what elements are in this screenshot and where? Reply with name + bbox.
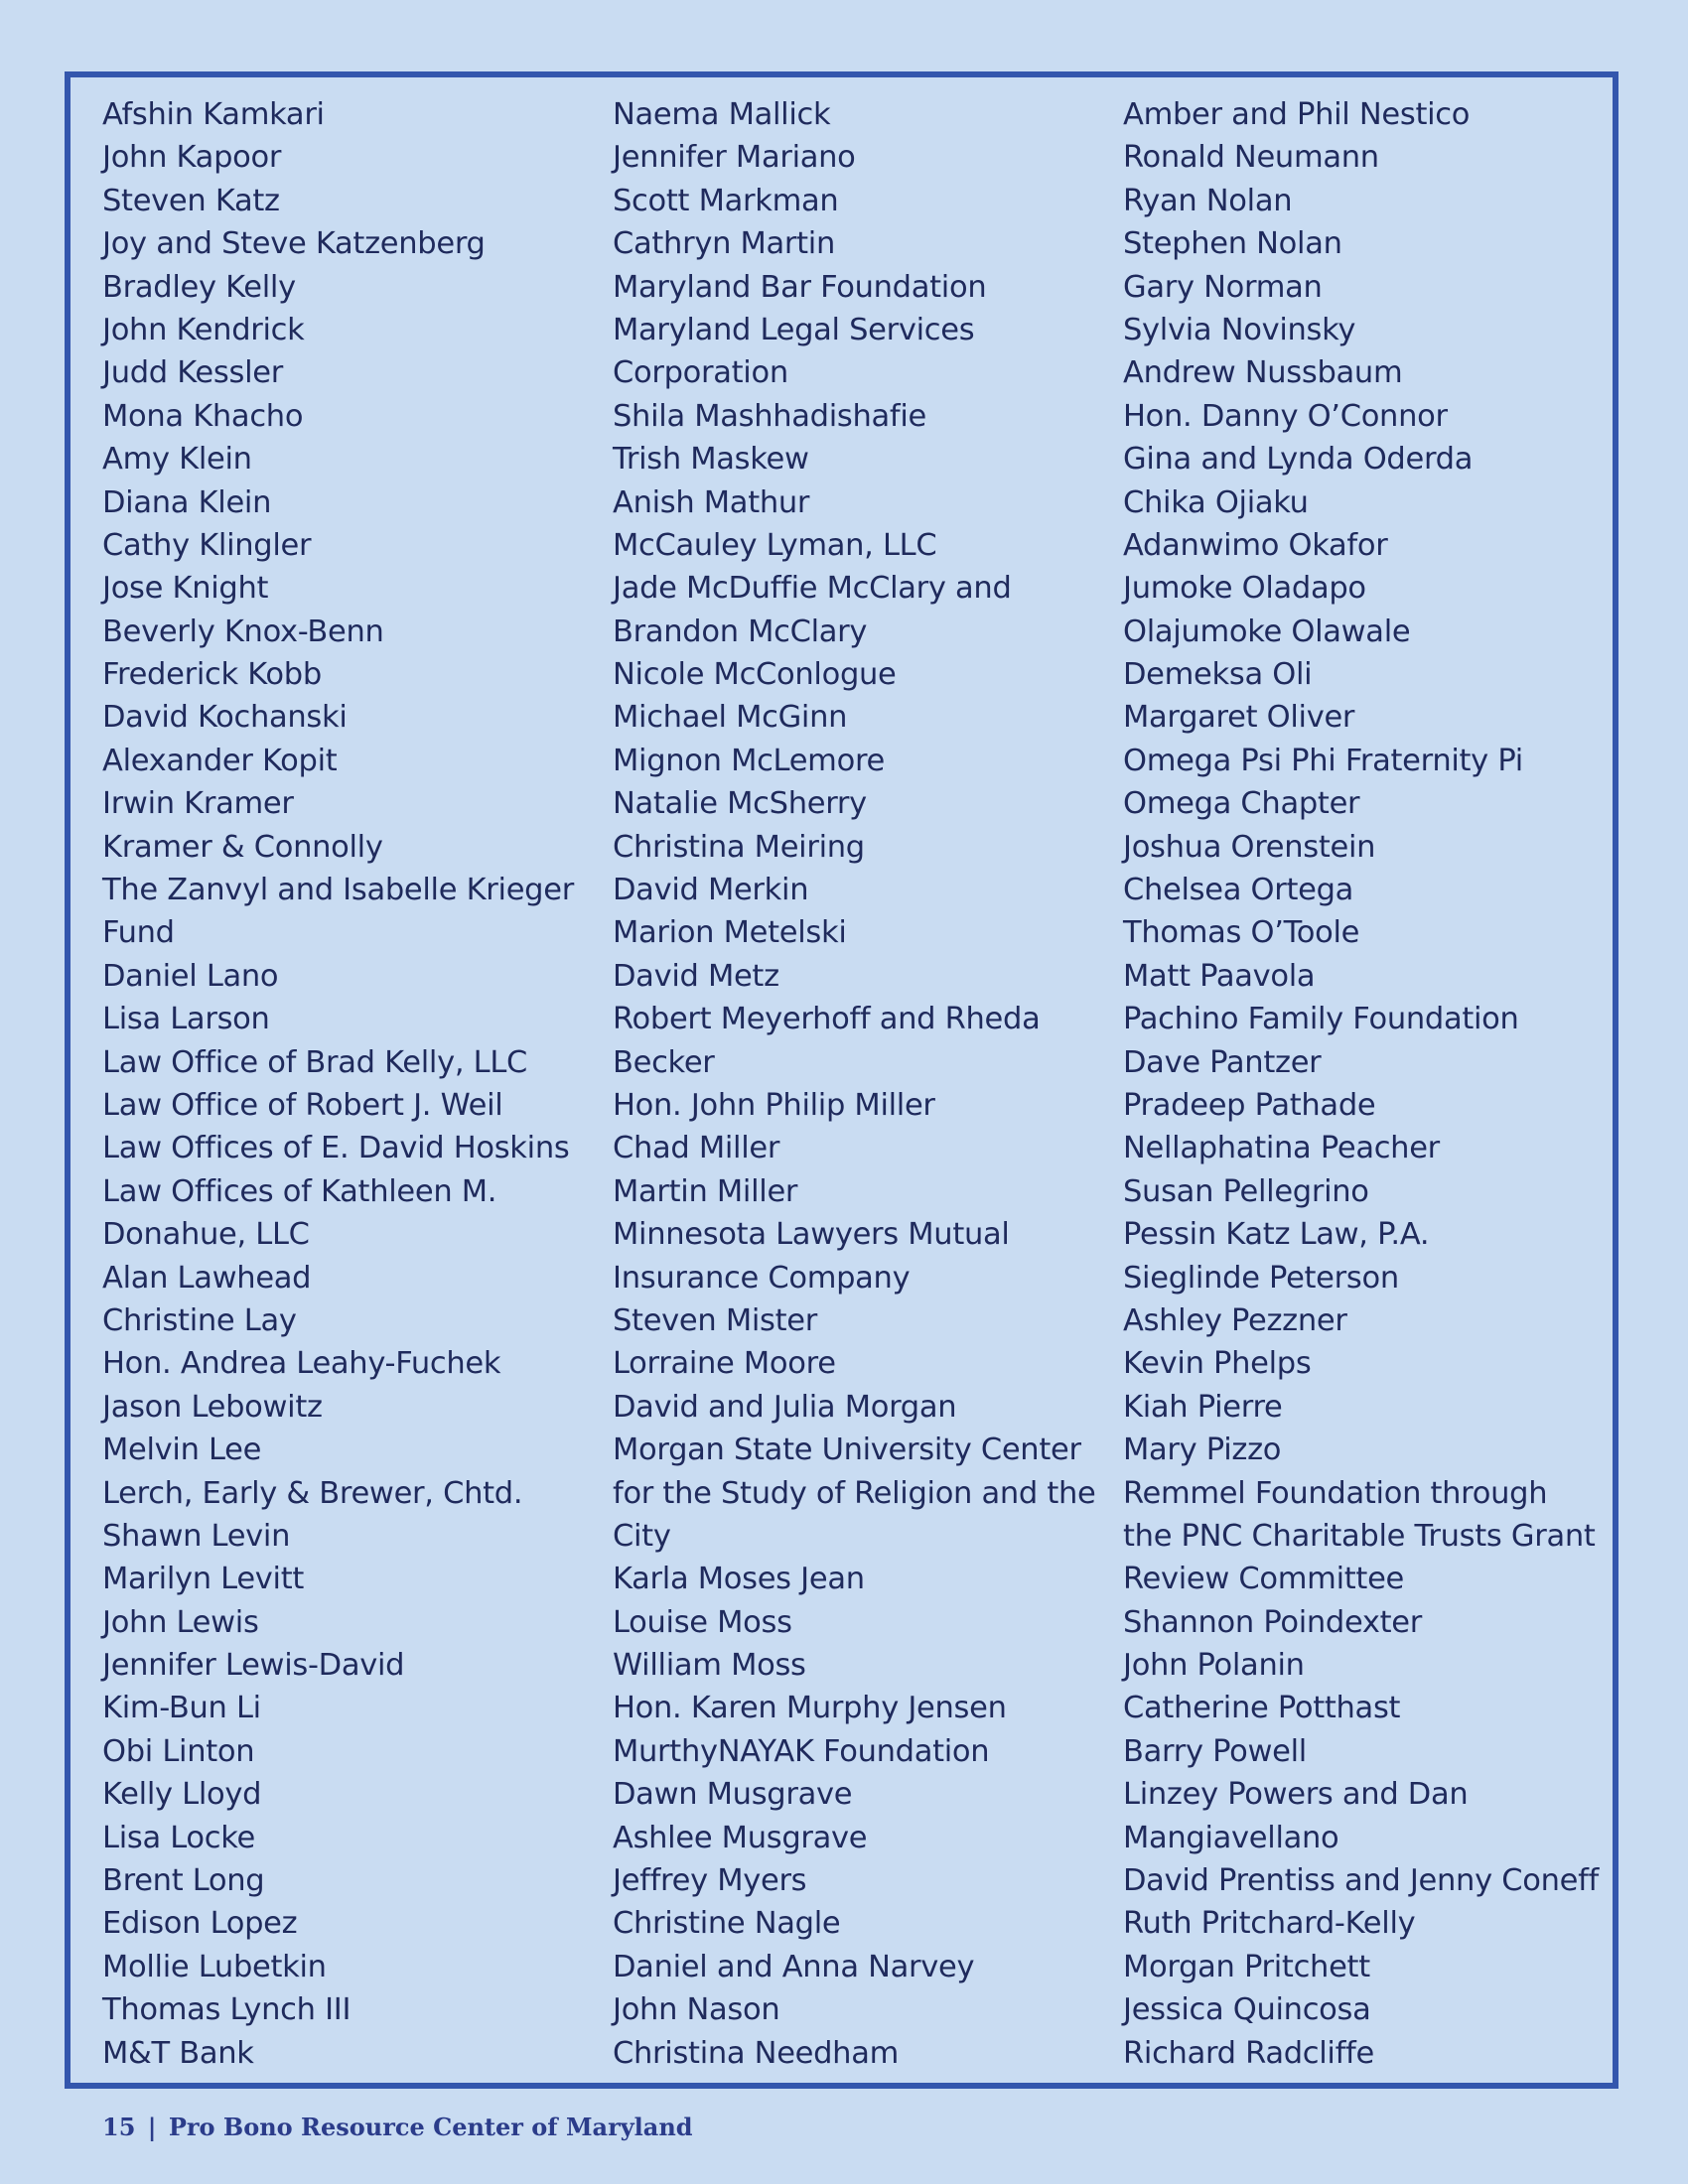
donor-name: Karla Moses Jean: [613, 1562, 865, 1597]
donor-name: Ashlee Musgrave: [613, 1820, 868, 1855]
donor-name: Pessin Katz Law, P.A.: [1123, 1217, 1430, 1253]
donor-name: Amy Klein: [102, 442, 252, 478]
organization-name: Pro Bono Resource Center of Maryland: [168, 2113, 693, 2141]
donor-name: Shannon Poindexter: [1123, 1604, 1423, 1640]
donor-name: Sylvia Novinsky: [1123, 312, 1356, 347]
donor-name: David Metz: [613, 958, 779, 994]
donor-name: Law Office of Brad Kelly, LLC: [102, 1044, 528, 1080]
donor-name: Mary Pizzo: [1123, 1433, 1282, 1468]
donor-name: Kiah Pierre: [1123, 1389, 1283, 1425]
donor-name: Martin Miller: [613, 1173, 798, 1209]
donor-name: Afshin Kamkari: [102, 97, 325, 132]
donor-name: Dave Pantzer: [1123, 1044, 1322, 1080]
donor-name: Olajumoke Olawale: [1123, 614, 1411, 649]
page-number: 15: [102, 2113, 136, 2141]
donor-name: Law Offices of Kathleen M.: [102, 1173, 497, 1209]
donor-name: Anish Mathur: [613, 484, 810, 520]
donor-name: David Kochanski: [102, 700, 348, 736]
donor-name: M&T Bank: [102, 2035, 254, 2071]
donor-name: Andrew Nussbaum: [1123, 355, 1403, 391]
donor-name: City: [613, 1518, 671, 1554]
donor-name: Kim-Bun Li: [102, 1691, 261, 1726]
donor-name: Susan Pellegrino: [1123, 1173, 1369, 1209]
donor-name: Mollie Lubetkin: [102, 1949, 327, 1984]
donor-name: Jason Lebowitz: [102, 1389, 323, 1425]
footer-separator: |: [147, 2113, 157, 2141]
donor-column-3: [1123, 93, 1599, 2075]
donor-name: Gina and Lynda Oderda: [1123, 442, 1474, 478]
donor-name: John Nason: [613, 1992, 780, 2028]
donor-name: Maryland Legal Services: [613, 312, 975, 347]
donor-name: Judd Kessler: [102, 355, 283, 391]
donor-name: Christine Nagle: [613, 1906, 841, 1942]
donor-name: Marilyn Levitt: [102, 1562, 305, 1597]
donor-name: Shawn Levin: [102, 1518, 291, 1554]
donor-name: Christina Needham: [613, 2035, 900, 2071]
donor-name: William Moss: [613, 1648, 806, 1684]
donor-name: Steven Katz: [102, 183, 280, 218]
donor-name: Steven Mister: [613, 1302, 817, 1338]
donor-name: John Kapoor: [102, 140, 282, 176]
donor-name: Michael McGinn: [613, 700, 848, 736]
donor-name: Natalie McSherry: [613, 786, 867, 822]
donor-name: Ryan Nolan: [1123, 183, 1293, 218]
donor-name: MurthyNAYAK Foundation: [613, 1733, 990, 1769]
donor-name: Margaret Oliver: [1123, 700, 1355, 736]
donor-name: Matt Paavola: [1123, 958, 1316, 994]
donor-name: Scott Markman: [613, 183, 839, 218]
donor-name: Melvin Lee: [102, 1433, 262, 1468]
donor-name: Christine Lay: [102, 1302, 297, 1338]
donor-name: Joy and Steve Katzenberg: [102, 226, 486, 262]
donor-name: Cathryn Martin: [613, 226, 835, 262]
donor-name: Pradeep Pathade: [1123, 1087, 1376, 1123]
donor-name: Minnesota Lawyers Mutual: [613, 1217, 1010, 1253]
donor-name: Jade McDuffie McClary and: [613, 571, 1012, 607]
donor-name: Linzey Powers and Dan: [1123, 1777, 1469, 1813]
donor-name: Ronald Neumann: [1123, 140, 1379, 176]
donor-name: Alexander Kopit: [102, 743, 338, 778]
donor-name: Alan Lawhead: [102, 1260, 312, 1296]
donor-name: Lorraine Moore: [613, 1346, 836, 1382]
donor-name: Lisa Locke: [102, 1820, 255, 1855]
donor-name: Daniel Lano: [102, 958, 279, 994]
donor-name: Mangiavellano: [1123, 1820, 1339, 1855]
donor-name: Jennifer Mariano: [613, 140, 856, 176]
donor-name: Remmel Foundation through: [1123, 1475, 1548, 1511]
donor-name: Kevin Phelps: [1123, 1346, 1312, 1382]
donor-name: Mona Khacho: [102, 398, 304, 434]
donor-name: Joshua Orenstein: [1123, 829, 1376, 865]
donor-name: Pachino Family Foundation: [1123, 1002, 1519, 1037]
donor-column-1: [102, 93, 574, 2075]
donor-name: Diana Klein: [102, 484, 272, 520]
donor-name: Trish Maskew: [613, 442, 809, 478]
donor-name: Lerch, Early & Brewer, Chtd.: [102, 1475, 523, 1511]
donor-name: Brent Long: [102, 1863, 265, 1899]
donor-name: Morgan Pritchett: [1123, 1949, 1370, 1984]
donor-name: Jennifer Lewis-David: [102, 1648, 405, 1684]
donor-name: Amber and Phil Nestico: [1123, 97, 1471, 132]
donor-name: Richard Radcliffe: [1123, 2035, 1374, 2071]
donor-name: Frederick Kobb: [102, 657, 322, 693]
donor-name: Hon. Andrea Leahy-Fuchek: [102, 1346, 501, 1382]
donor-name: Daniel and Anna Narvey: [613, 1949, 975, 1984]
donor-name: Irwin Kramer: [102, 786, 294, 822]
donor-name: Hon. Karen Murphy Jensen: [613, 1691, 1007, 1726]
donor-name: the PNC Charitable Trusts Grant: [1123, 1518, 1596, 1554]
donor-name: Kramer & Connolly: [102, 829, 383, 865]
donor-name: Review Committee: [1123, 1562, 1405, 1597]
donor-name: Hon. John Philip Miller: [613, 1087, 935, 1123]
donor-name: David Merkin: [613, 873, 809, 908]
donor-name: Law Office of Robert J. Weil: [102, 1087, 503, 1123]
donor-name: Shila Mashhadishafie: [613, 398, 926, 434]
donor-name: Jeffrey Myers: [613, 1863, 807, 1899]
donor-name: Jose Knight: [102, 571, 269, 607]
donor-name: Lisa Larson: [102, 1002, 270, 1037]
donor-name: David Prentiss and Jenny Coneff: [1123, 1863, 1599, 1899]
donor-name: Chika Ojiaku: [1123, 484, 1309, 520]
donor-name: for the Study of Religion and the: [613, 1475, 1096, 1511]
donor-name: Demeksa Oli: [1123, 657, 1313, 693]
donor-name: Dawn Musgrave: [613, 1777, 853, 1813]
donor-name: Donahue, LLC: [102, 1217, 310, 1253]
donor-name: Catherine Potthast: [1123, 1691, 1401, 1726]
donor-name: Obi Linton: [102, 1733, 255, 1769]
donor-name: Louise Moss: [613, 1604, 792, 1640]
donor-name: Stephen Nolan: [1123, 226, 1342, 262]
donor-name: Chelsea Ortega: [1123, 873, 1354, 908]
donor-name: Gary Norman: [1123, 269, 1323, 305]
donor-name: John Kendrick: [102, 312, 305, 347]
donor-name: Becker: [613, 1044, 715, 1080]
donor-name: Jessica Quincosa: [1123, 1992, 1371, 2028]
donor-name: Fund: [102, 915, 175, 951]
donor-name: Thomas Lynch III: [102, 1992, 352, 2028]
donor-name: Maryland Bar Foundation: [613, 269, 987, 305]
donor-name: Kelly Lloyd: [102, 1777, 262, 1813]
donor-name: The Zanvyl and Isabelle Krieger: [102, 873, 574, 908]
donor-name: Insurance Company: [613, 1260, 911, 1296]
donor-name: Jumoke Oladapo: [1123, 571, 1366, 607]
donor-column-2: [613, 93, 1096, 2075]
donor-name: Omega Chapter: [1123, 786, 1360, 822]
donor-name: John Lewis: [102, 1604, 259, 1640]
donor-name: Adanwimo Okafor: [1123, 527, 1388, 563]
donor-name: Barry Powell: [1123, 1733, 1307, 1769]
donor-name: Marion Metelski: [613, 915, 847, 951]
donor-name: Ruth Pritchard-Kelly: [1123, 1906, 1416, 1942]
donor-name: Brandon McClary: [613, 614, 868, 649]
donor-name: Hon. Danny O’Connor: [1123, 398, 1448, 434]
donor-name: Mignon McLemore: [613, 743, 885, 778]
donor-name: Beverly Knox-Benn: [102, 614, 384, 649]
donor-name: John Polanin: [1123, 1648, 1305, 1684]
donor-name: Thomas O’Toole: [1123, 915, 1360, 951]
donor-name: McCauley Lyman, LLC: [613, 527, 937, 563]
donor-name: Nicole McConlogue: [613, 657, 897, 693]
donor-name: Sieglinde Peterson: [1123, 1260, 1399, 1296]
donor-name: Chad Miller: [613, 1131, 780, 1166]
donor-name: Robert Meyerhoff and Rheda: [613, 1002, 1041, 1037]
donor-name: David and Julia Morgan: [613, 1389, 957, 1425]
donor-name: Nellaphatina Peacher: [1123, 1131, 1440, 1166]
donor-name: Christina Meiring: [613, 829, 865, 865]
donor-name: Cathy Klingler: [102, 527, 312, 563]
donor-name: Edison Lopez: [102, 1906, 298, 1942]
donor-name: Omega Psi Phi Fraternity Pi: [1123, 743, 1523, 778]
donor-name: Law Offices of E. David Hoskins: [102, 1131, 570, 1166]
donor-name: Bradley Kelly: [102, 269, 296, 305]
donor-name: Ashley Pezzner: [1123, 1302, 1347, 1338]
page-footer: [102, 2113, 693, 2141]
donor-name: Corporation: [613, 355, 788, 391]
donor-name: Naema Mallick: [613, 97, 831, 132]
donor-name: Morgan State University Center: [613, 1433, 1081, 1468]
